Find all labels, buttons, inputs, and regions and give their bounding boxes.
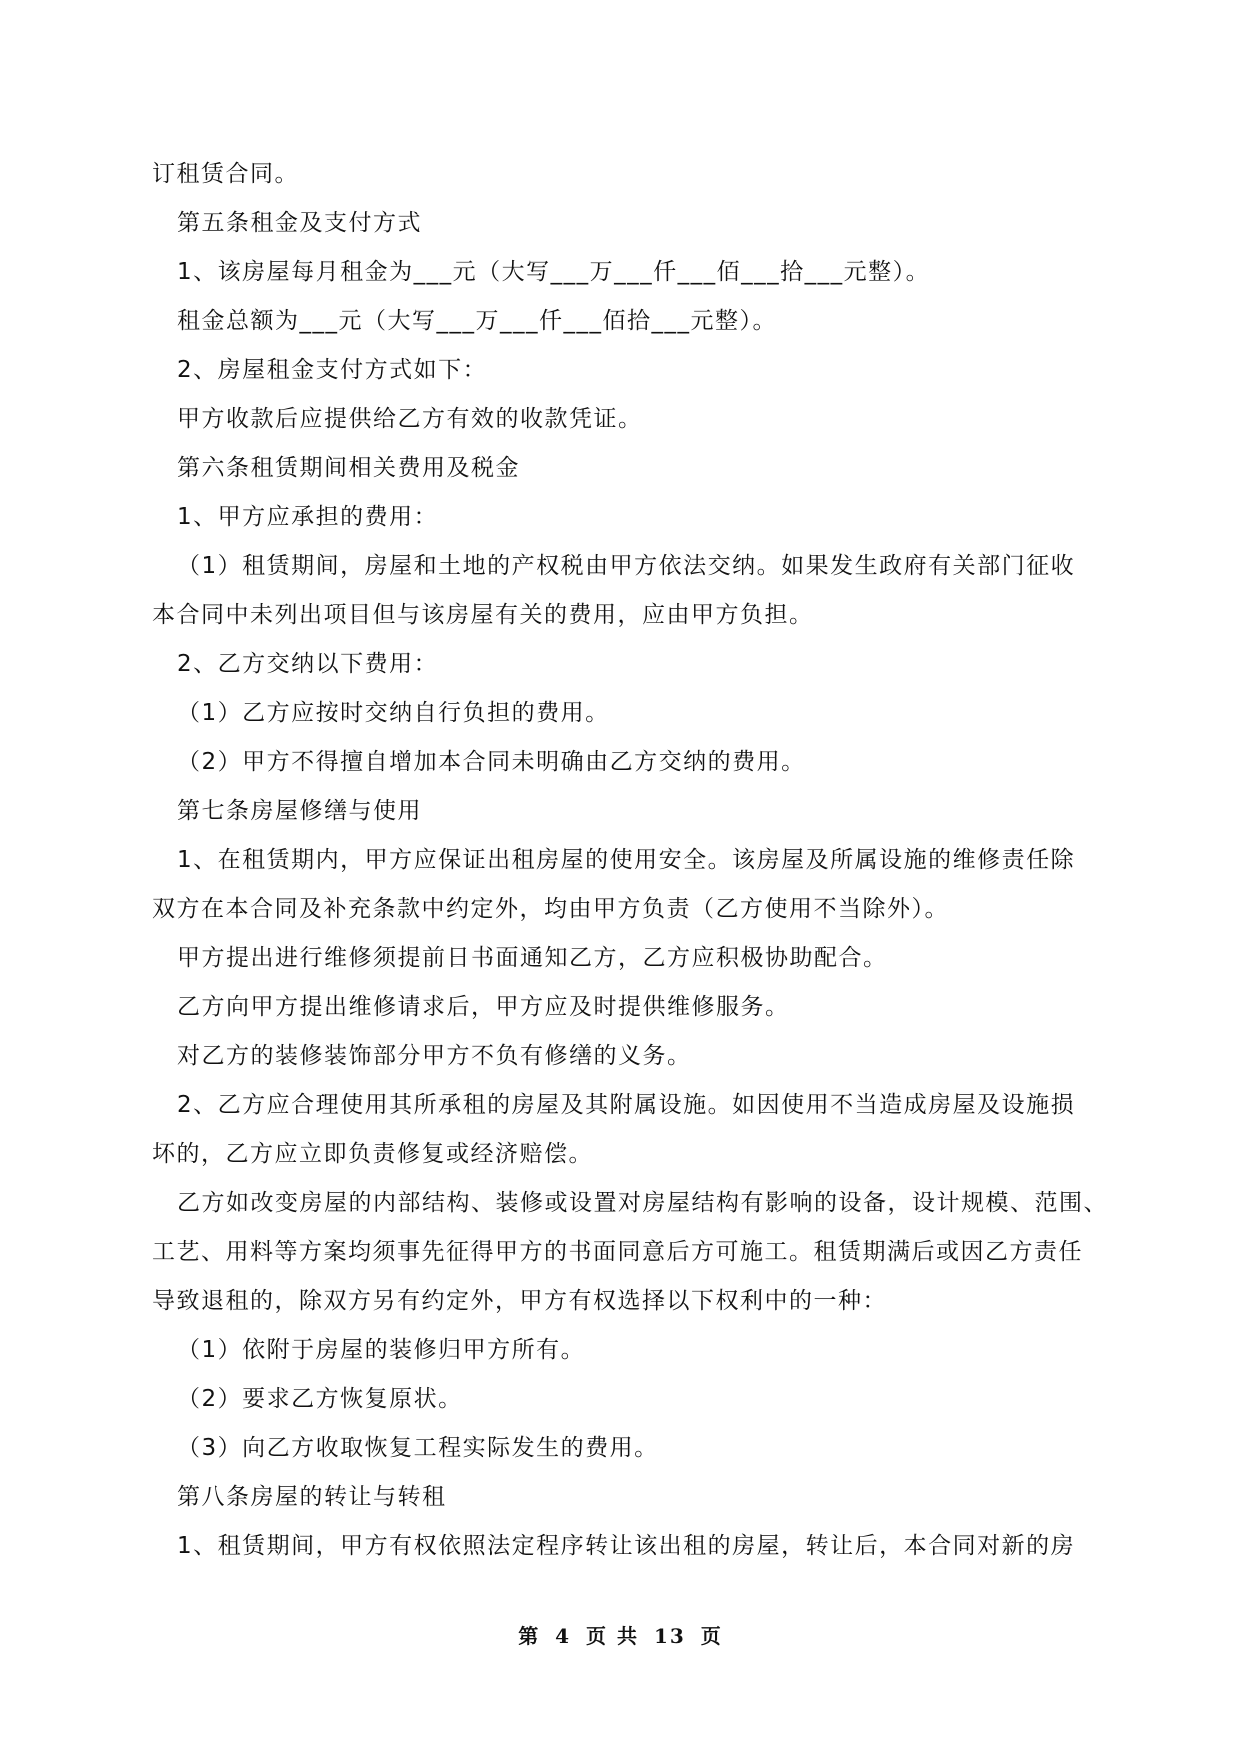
text-line: 第七条房屋修缮与使用 [177,798,422,824]
text-line: 甲方提出进行维修须提前日书面通知乙方，乙方应积极协助配合。 [177,945,888,971]
text-line: 乙方向甲方提出维修请求后，甲方应及时提供维修服务。 [177,994,790,1020]
total-pages-number: 13 [653,1624,686,1648]
text-line: （1）乙方应按时交纳自行负担的费用。 [177,700,610,726]
text-line: 2、乙方应合理使用其所承租的房屋及其附属设施。如因使用不当造成房屋及设施损 [177,1092,1076,1118]
text-line: 1、该房屋每月租金为___元（大写___万___仟___佰___拾___元整）。 [177,259,931,285]
text-line: 导致退租的，除双方另有约定外，甲方有权选择以下权利中的一种： [152,1288,887,1314]
text-line: 本合同中未列出项目但与该房屋有关的费用，应由甲方负担。 [152,602,814,628]
text-line: 乙方如改变房屋的内部结构、装修或设置对房屋结构有影响的设备，设计规模、范围、 [177,1190,1108,1216]
text-line: 工艺、用料等方案均须事先征得甲方的书面同意后方可施工。租赁期满后或因乙方责任 [152,1239,1083,1265]
text-line: 2、乙方交纳以下费用： [177,651,439,677]
text-line: 双方在本合同及补充条款中约定外，均由甲方负责（乙方使用不当除外）。 [152,896,949,922]
text-line: 坏的，乙方应立即负责修复或经济赔偿。 [152,1141,593,1167]
text-line: （2）要求乙方恢复原状。 [177,1386,463,1412]
current-page-number: 4 [555,1624,572,1648]
text-line: 1、租赁期间，甲方有权依照法定程序转让该出租的房屋，转让后，本合同对新的房 [177,1533,1076,1559]
text-line: 第五条租金及支付方式 [177,210,422,236]
page-footer [0,1620,1241,1649]
text-line: 2、房屋租金支付方式如下： [177,357,488,383]
footer-prefix: 第 [518,1624,541,1648]
text-line: （3）向乙方收取恢复工程实际发生的费用。 [177,1435,659,1461]
text-line: 1、在租赁期内，甲方应保证出租房屋的使用安全。该房屋及所属设施的维修责任除 [177,847,1076,873]
text-line: （1）租赁期间，房屋和土地的产权税由甲方依法交纳。如果发生政府有关部门征收 [177,553,1076,579]
text-line: （2）甲方不得擅自增加本合同未明确由乙方交纳的费用。 [177,749,806,775]
text-line: 第八条房屋的转让与转租 [177,1484,447,1510]
text-line: 甲方收款后应提供给乙方有效的收款凭证。 [177,406,643,432]
text-line: 订租赁合同。 [152,161,299,187]
document-body [152,150,1108,1571]
text-line: 1、甲方应承担的费用： [177,504,439,530]
text-line: 第六条租赁期间相关费用及税金 [177,455,520,481]
text-line: （1）依附于房屋的装修归甲方所有。 [177,1337,586,1363]
text-line: 租金总额为___元（大写___万___仟___佰拾___元整）。 [177,308,777,334]
text-line: 对乙方的装修装饰部分甲方不负有修缮的义务。 [177,1043,692,1069]
footer-middle: 页 共 [586,1624,640,1648]
footer-suffix: 页 [700,1624,723,1648]
